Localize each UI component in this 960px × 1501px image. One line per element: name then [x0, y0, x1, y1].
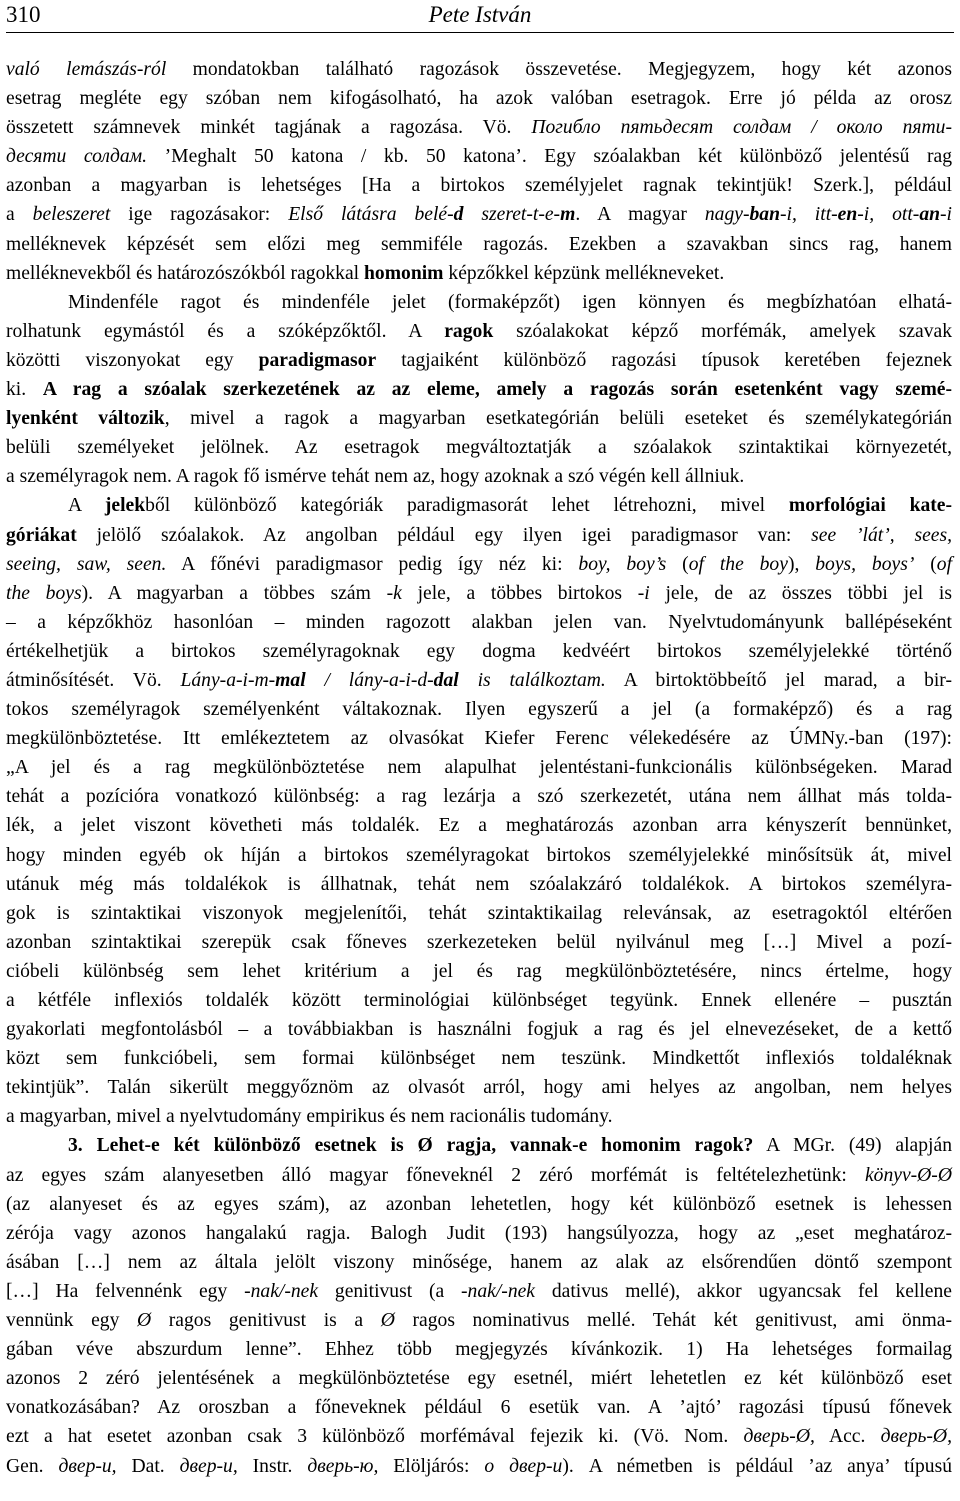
text-segment: Első látásra belé- — [288, 204, 454, 226]
text-line — [6, 84, 952, 113]
text-segment: A birtoktöbbeítő jel marad, a bir- — [605, 669, 952, 691]
text-segment: дверь-Ø, — [880, 1426, 952, 1448]
text-line — [6, 491, 952, 520]
running-title: Pete István — [428, 2, 532, 27]
text-segment: zérója vagy azonos hangalakú ragja. Balogh Judit (193) hangsúlyozza, hogy az „eset meghatároz- — [6, 1222, 952, 1244]
text-line — [6, 928, 952, 957]
text-segment: Acc. — [814, 1426, 881, 1448]
text-segment: vonatkozásában? Az oroszban a főneveknek például 6 esetük van. A ’ajtó’ ragozási típusú főnevek — [6, 1397, 952, 1419]
text-segment: the boys — [6, 582, 82, 604]
text-line — [6, 1219, 952, 1248]
text-segment: boy, boy’s — [578, 553, 667, 575]
text-segment: of — [936, 553, 953, 575]
text-segment: Instr. — [237, 1455, 308, 1477]
text-segment: tokos személyragok személyenként váltakoznak. Ilyen egyszerű a jel (a formaképző) és a rag — [6, 699, 952, 721]
text-segment: Mindenféle ragot és mindenféle jelet (formaképzőt) igen könnyen és megbízhatóan elhatá- — [68, 291, 952, 313]
text-segment: boys, boys’ — [815, 553, 915, 575]
text-segment: дверь-ю, — [307, 1455, 379, 1477]
text-segment: lyenként változik — [6, 408, 165, 430]
text-segment: ), — [787, 553, 816, 575]
text-segment: utánuk még más toldalékok is állhatnak, tehát nem szóalakzáró toldalékok. A birtokos személyra- — [6, 873, 952, 895]
text-line — [6, 462, 952, 491]
text-segment: […] Ha felvennénk egy — [6, 1280, 245, 1302]
text-segment: tekintjük”. Talán sikerült meggyőznöm az olvasót arról, hogy ami helyes az angolban, nem helyes — [6, 1077, 952, 1099]
text-segment: az egyes szám alanyesetben álló magyar főneveknél 2 zéró morfémát is feltételezhetünk: — [6, 1164, 865, 1186]
text-segment: azonos 2 zéró jelentésének a megkülönböztetése egy esetnél, miért lehetetlen ez két különböző eset — [6, 1368, 952, 1390]
text-segment: ből különböző kategóriák paradigmasorát lehet létrehozni, mivel — [145, 495, 789, 517]
text-segment: ragos genitivust is a — [151, 1310, 381, 1332]
text-line — [6, 375, 952, 404]
text-segment: Ø — [380, 1310, 395, 1332]
text-segment: jele, de az összes többi jel is — [649, 582, 952, 604]
text-segment: ige ragozásakor: — [110, 204, 289, 226]
text-line — [6, 1044, 952, 1073]
text-segment: a magyarban, mivel a nyelvtudomány empirikus és nem racionális tudomány. — [6, 1106, 613, 1128]
text-segment: genitivust (a — [318, 1280, 462, 1302]
text-line — [6, 1393, 952, 1422]
text-segment: ban — [749, 204, 780, 226]
text-segment: azonban a magyarban is lehetséges [Ha a birtokos személyjelet ragnak tekintjük! Szerk.], például — [6, 175, 952, 197]
text-segment: en — [837, 204, 858, 226]
text-segment: a kétféle inflexiós toldalék között terminológiai különbséget tegyünk. Ennek ellenére – pusztán — [6, 990, 952, 1011]
text-line — [6, 637, 952, 666]
text-segment: ásában […] nem az általa jelölt viszony minősége, hanem az alak az elsőrendűen döntő szempont — [6, 1251, 952, 1273]
text-segment: belüli személyeket jelölnek. Az esetragok megváltoztatják a szóalakok szintaktikai környezetét, — [6, 437, 952, 459]
text-segment: d — [453, 204, 464, 226]
text-segment: való lemászás-ról — [6, 59, 167, 80]
text-segment: azonban szintaktikai szerepük csak főneves szerkezeteken belül nyilvánul meg […] Mivel a pozí- — [6, 931, 952, 953]
text-line — [6, 724, 952, 753]
text-line — [6, 1277, 952, 1306]
text-segment: A rag a szóalak szerkezetének az az eleme, amely a ragozás során esetenként vagy szemé- — [42, 379, 952, 401]
page-number: 310 — [6, 2, 41, 27]
text-segment: megkülönböztetése. Itt emlékeztetem az olvasókat Kiefer Ferenc vélekedésére az ÚMNy.-ban (197): — [6, 728, 952, 750]
text-segment: A MGr. (49) alapján — [753, 1135, 952, 1157]
text-line — [6, 782, 952, 811]
text-segment: ). A németben is például ’az anya’ típusú — [562, 1455, 952, 1477]
text-segment: Ø — [137, 1310, 152, 1332]
text-segment: lék, a jelet viszont követheti más toldalék. Ez a meghatározás azonban arra kényszerít bennünket, — [6, 815, 952, 837]
text-segment: A főnévi paradigmasor pedig így néz ki: — [166, 553, 579, 575]
text-segment: mal — [275, 669, 306, 691]
text-line — [6, 230, 952, 259]
text-segment: morfológiai kate- — [788, 495, 953, 517]
text-segment: átminősítését. Vö. — [6, 669, 181, 691]
text-segment: tehát a pozícióra vonatkozó különbség: a rag lezárja a szó szerkezetét, utána nem állhat más tolda- — [6, 786, 952, 808]
text-segment: 3. Lehet-e két különböző esetnek is Ø ragja, vannak-e homonim ragok? — [68, 1135, 754, 1157]
text-segment: esetrag megléte egy szóban nem kifogásolható, ha azok valóban esetragok. Erre jó példa az orosz — [6, 88, 952, 110]
text-segment: an — [919, 204, 941, 226]
text-segment: közt sem funkcióbeli, sem formai különbséget nem teszünk. Mindkettőt inflexiós toldaléknak — [6, 1048, 952, 1070]
text-segment: десяти солдам. — [6, 146, 148, 168]
text-segment: ’Meghalt 50 katona / kb. 50 katona’. Egy szóalakban két különböző jelentésű rag — [147, 146, 952, 168]
text-segment: melléknevek képzését sem előzi meg semmiféle ragozás. Ezekben a szavakban sincs rag, hanem — [6, 233, 952, 255]
text-segment: szóalakokat képző morfémák, amelyek szavak — [493, 320, 953, 342]
running-header — [6, 0, 954, 33]
text-segment: nagy- — [704, 204, 750, 226]
text-segment: Elöljárós: — [378, 1455, 485, 1477]
text-segment: paradigmasor — [258, 349, 377, 371]
text-segment: m — [560, 204, 576, 226]
text-segment: mondatokban található ragozások összevetése. Megjegyzem, hogy két azonos — [166, 59, 952, 80]
text-line — [6, 1335, 952, 1364]
text-line — [6, 259, 952, 288]
text-line — [6, 811, 952, 840]
text-line — [6, 317, 952, 346]
text-segment: szeret-t-e- — [463, 204, 561, 226]
text-segment: is találkoztam. — [458, 669, 606, 691]
text-segment: двер-и, — [179, 1455, 238, 1477]
text-line — [6, 899, 952, 928]
text-segment: gok is szintaktikai viszonyok megjelenítői, tehát szintaktikailag relevánsak, az esetragoktól eltérően — [6, 902, 952, 924]
text-segment: Gen. — [6, 1455, 59, 1477]
text-segment: of the boy — [688, 553, 788, 575]
text-segment: -nak/-nek — [244, 1280, 319, 1302]
text-line — [6, 288, 952, 317]
text-segment: „A jel és a rag megkülönböztetése nem alapulhat jelentéstani-funkcionális különbségeken. Marad — [6, 757, 952, 779]
text-segment: о двер-и — [484, 1455, 563, 1477]
text-line — [6, 608, 952, 637]
text-segment: góriákat — [6, 524, 77, 546]
text-line — [6, 142, 952, 171]
text-segment: -i — [940, 204, 952, 226]
text-segment: ki. — [6, 379, 43, 401]
text-segment: – a képzőkhöz hasonlóan – minden ragozott alakban jelen van. Nyelvtudományunk ballépéseként — [6, 611, 952, 633]
text-line — [6, 666, 952, 695]
text-line — [6, 579, 952, 608]
text-line — [6, 1422, 952, 1451]
text-segment: ( — [666, 553, 689, 575]
text-segment: двер-и, — [58, 1455, 117, 1477]
text-segment: A — [68, 495, 105, 517]
text-segment: gában véve abszurdum lenne”. Ehhez több megjegyzés kívánkozik. 1) Ha lehetséges formailag — [6, 1339, 952, 1361]
text-segment: a személyragok nem. A ragok fő ismérve tehát nem az, hogy azoknak a szó végén kell állniuk. — [6, 466, 745, 488]
text-line — [6, 1131, 952, 1160]
text-line — [6, 1161, 952, 1190]
text-segment: rolhatunk egymástól és a szóképzőktől. A — [6, 320, 445, 342]
text-segment: értékelhetjük a birtokos személyragoknak egy dogma kedvéért birtokos személyjelekké történő — [6, 640, 952, 662]
text-line — [6, 521, 952, 550]
text-segment: jele, a többes birtokos — [401, 582, 638, 604]
text-segment: Lány-a-i-m- — [180, 669, 276, 691]
text-line — [6, 1248, 952, 1277]
text-segment: ragos nominativus mellé. Tehát két genitivust, ami önma- — [394, 1310, 952, 1332]
text-segment: jelek — [104, 495, 146, 517]
text-line — [6, 1190, 952, 1219]
text-segment: beleszeret — [32, 204, 111, 226]
text-line — [6, 841, 952, 870]
text-segment: ( — [914, 553, 937, 575]
text-segment: jelölő szóalakok. Az angolban például egy ilyen igei paradigmasor van: — [76, 524, 812, 546]
text-segment: cióbeli különbség sem lehet kritérium a jel és rag megkülönböztetésére, nincs értelme, hogy — [6, 960, 952, 982]
text-segment: , mivel a ragok a magyarban esetkategórián belüli eseteket és személykategórián — [164, 408, 952, 430]
text-line — [6, 1015, 952, 1044]
text-segment: -k — [386, 582, 402, 604]
text-line — [6, 1306, 952, 1335]
text-line — [6, 957, 952, 986]
text-segment: könyv-Ø-Ø — [864, 1164, 952, 1186]
body-text — [6, 55, 952, 1481]
text-segment: dativus mellé), akkor ugyancsak fel kellene — [535, 1280, 953, 1302]
text-segment: tagjaiként különböző ragozási típusok keretében fejeznek — [376, 349, 952, 371]
text-line — [6, 433, 952, 462]
text-line — [6, 404, 952, 433]
text-segment: -nak/-nek — [461, 1280, 536, 1302]
text-segment: Погибло пятьдесят солдам / около пяти- — [531, 117, 952, 139]
text-line — [6, 171, 952, 200]
text-line — [6, 113, 952, 142]
text-segment: -i, itt- — [779, 204, 838, 226]
text-segment: összetett számnevek minkét tagjának a ragozása. Vö. — [6, 117, 532, 139]
text-segment: . A magyar — [575, 204, 705, 226]
text-segment: ragok — [444, 320, 494, 342]
text-segment: -i — [637, 582, 650, 604]
text-line — [6, 550, 952, 579]
text-line — [6, 1102, 952, 1131]
text-segment: vennünk egy — [6, 1310, 137, 1332]
text-segment: -i, ott- — [857, 204, 920, 226]
text-line — [6, 346, 952, 375]
text-line — [6, 200, 952, 229]
text-line — [6, 753, 952, 782]
text-line — [6, 55, 952, 84]
text-segment: képzőkkel képzünk mellékneveket. — [443, 262, 725, 284]
text-segment: ). A magyarban a többes szám — [81, 582, 387, 604]
text-segment: seeing, saw, seen. — [6, 553, 167, 575]
text-line — [6, 1452, 952, 1481]
text-line — [6, 870, 952, 899]
text-segment: homonim — [364, 262, 444, 284]
text-segment: a — [6, 204, 33, 226]
text-segment: дверь-Ø, — [743, 1426, 815, 1448]
text-segment: hogy minden egyéb ok híján a birtokos személyragokat birtokos személyjelekké minősítsük át, mivel — [6, 844, 952, 866]
text-segment: (az alanyeset és az egyes szám), az azonban lehetetlen, hogy két különböző esetnek is lehessen — [6, 1193, 952, 1215]
text-segment: gyakorlati megfontolásból – a továbbiakban is használni fogjuk a rag és jel elnevezéseket, de a kettő — [6, 1019, 952, 1041]
text-segment: dal — [433, 669, 459, 691]
text-segment: see ’lát’, sees, — [811, 524, 952, 546]
text-segment: ezt a hat esetet azonban csak 3 különböző morfémával fejezik ki. (Vö. Nom. — [6, 1426, 744, 1448]
text-line — [6, 1073, 952, 1102]
text-line — [6, 986, 952, 1015]
text-segment: Dat. — [116, 1455, 180, 1477]
text-segment: / lány-a-i-d- — [305, 669, 434, 691]
text-segment: melléknevekből és határozószókból ragokkal — [6, 262, 365, 284]
text-line — [6, 695, 952, 724]
text-segment: közötti viszonyokat egy — [6, 349, 259, 371]
text-line — [6, 1364, 952, 1393]
